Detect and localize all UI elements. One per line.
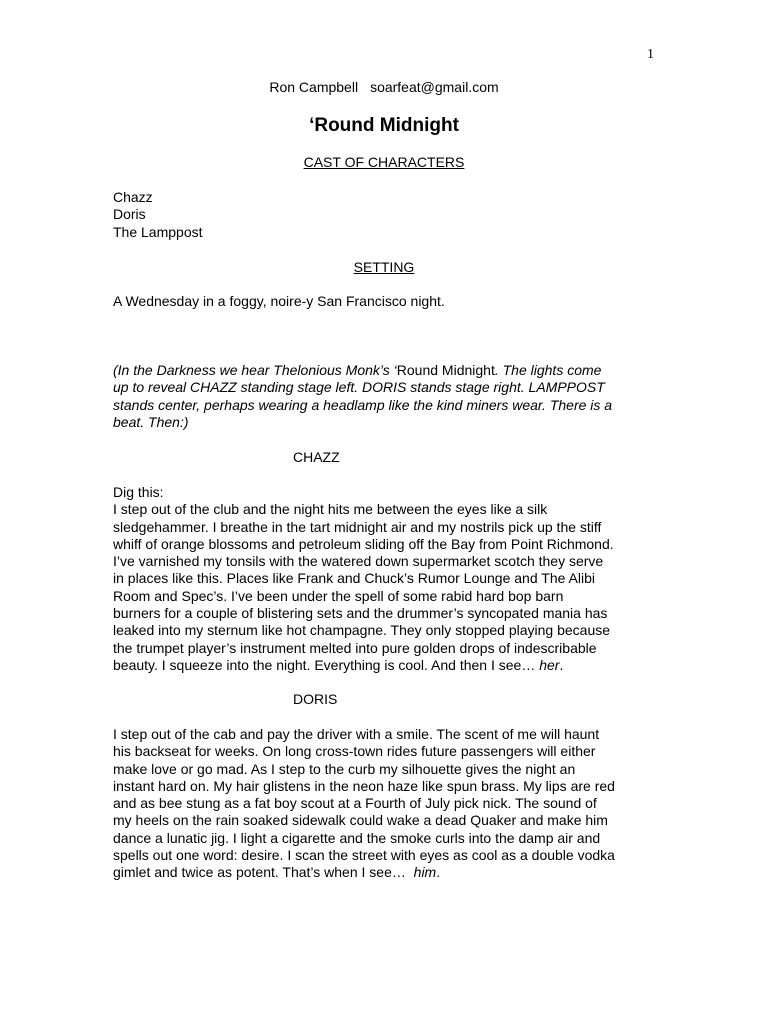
- setting-text: A Wednesday in a foggy, noire-y San Francisco night.: [113, 293, 445, 309]
- speech-line: leaked into my sternum like hot champagne. They only stopped playing because: [113, 622, 611, 639]
- stage-direction-line: up to reveal CHAZZ standing stage left. DORIS stands stage right. LAMPPOST: [113, 379, 605, 396]
- stage-direction-line: beat. Then:): [113, 413, 189, 430]
- cast-member: The Lamppost: [113, 223, 203, 240]
- song-title: Round Midnight: [396, 362, 495, 378]
- setting-heading: SETTING: [353, 259, 415, 275]
- speech-line: I step out of the club and the night hits me between the eyes like a silk: [113, 501, 548, 518]
- stage-direction: [113, 362, 658, 431]
- play-title: ‘Round Midnight: [309, 115, 459, 136]
- speech-text: .: [559, 656, 564, 673]
- chazz-speech: [113, 484, 658, 674]
- emphasis-him: him: [413, 864, 437, 881]
- author-header: [0, 79, 768, 96]
- speech-line: in places like this. Places like Frank and Chuck’s Rumor Lounge and The Alibi: [113, 570, 595, 587]
- speaker-doris: DORIS: [293, 691, 338, 707]
- stage-direction-text: (In the Darkness we hear Thelonious Monk’s ‘: [113, 362, 397, 378]
- author-email: soarfeat@gmail.com: [370, 79, 499, 95]
- speech-line: my heels on the rain soaked sidewalk could wake a dead Quaker and make him: [113, 812, 608, 829]
- speech-line: burners for a couple of blistering sets and the drummer’s syncopated mania has: [113, 605, 608, 622]
- author-name: Ron Campbell: [269, 79, 359, 95]
- speech-line: [113, 657, 658, 674]
- stage-direction-line: stands center, perhaps wearing a headlamp like the kind miners wear. There is a: [113, 396, 613, 413]
- speech-line: his backseat for weeks. On long cross-town rides future passengers will either: [113, 743, 596, 760]
- speech-line: and as bee stung as a fat boy scout at a Fourth of July pick nick. The sound of: [113, 795, 597, 812]
- speech-line: I step out of the cab and pay the driver with a smile. The scent of me will haunt: [113, 726, 600, 742]
- speech-line: I’ve varnished my tonsils with the watered down supermarket scotch they serve: [113, 553, 604, 570]
- speech-line: sledgehammer. I breathe in the tart midnight air and my nostrils pick up the stiff: [113, 518, 602, 535]
- speech-text: beauty. I squeeze into the night. Everything is cool. And then I see…: [113, 656, 540, 673]
- speech-text: gimlet and twice as potent. That’s when I see…: [113, 864, 414, 881]
- speech-text: .: [436, 864, 441, 881]
- emphasis-her: her: [539, 656, 560, 673]
- speech-line: the trumpet player’s instrument melted into pure golden drops of indescribable: [113, 639, 597, 656]
- cast-heading: CAST OF CHARACTERS: [303, 154, 465, 170]
- speech-line: Dig this:: [113, 484, 164, 500]
- stage-direction-text: . The lights come: [494, 362, 602, 378]
- speech-line: spells out one word: desire. I scan the street with eyes as cool as a double vodka: [113, 847, 615, 864]
- speech-line: Room and Spec’s. I’ve been under the spell of some rabid hard bop barn: [113, 587, 564, 604]
- page-number: 1: [647, 47, 654, 62]
- speaker-chazz: CHAZZ: [293, 449, 340, 465]
- cast-member: Doris: [113, 206, 146, 223]
- cast-list: [113, 189, 658, 241]
- speech-line: instant hard on. My hair glistens in the neon haze like spun brass. My lips are red: [113, 777, 615, 794]
- speech-line: [113, 864, 658, 881]
- doris-speech: [113, 726, 658, 882]
- cast-member: Chazz: [113, 189, 153, 205]
- speech-line: whiff of orange blossoms and petroleum sliding off the Bay from Point Richmond.: [113, 535, 614, 552]
- speech-line: make love or go mad. As I step to the curb my silhouette gives the night an: [113, 760, 576, 777]
- speech-line: dance a lunatic jig. I light a cigarette and the smoke curls into the damp air and: [113, 829, 601, 846]
